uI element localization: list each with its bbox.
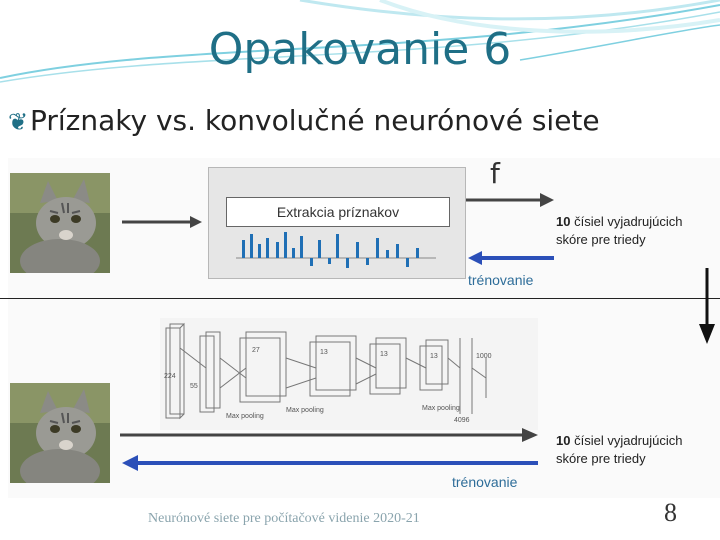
svg-text:4096: 4096	[454, 417, 470, 424]
feature-vector-bars	[236, 230, 436, 270]
output-text-bottom-2: skóre pre triedy	[556, 451, 646, 466]
svg-text:13: 13	[320, 349, 328, 356]
slide-bullet	[8, 104, 600, 137]
svg-text:1000: 1000	[476, 353, 492, 360]
bullet-icon: ❦	[8, 108, 29, 136]
cnn-max-pooling-label-2: Max pooling	[286, 407, 324, 414]
cat-image-top	[10, 173, 110, 273]
output-arrow-bottom	[120, 426, 540, 444]
output-count-top: 10	[556, 214, 571, 229]
svg-text:55: 55	[190, 383, 198, 390]
section-divider	[0, 298, 720, 299]
training-arrow-bottom	[120, 454, 540, 472]
function-f-label: f	[490, 157, 500, 190]
training-label-bottom: trénovanie	[452, 474, 518, 490]
cat-image-bottom	[10, 383, 110, 483]
output-text-top-1: čísiel vyjadrujúcich	[574, 214, 683, 229]
feature-extraction-label: Extrakcia príznakov	[226, 197, 450, 227]
page-number: 8	[664, 498, 677, 527]
svg-text:13: 13	[430, 353, 438, 360]
footer-text: Neurónové siete pre počítačové videnie 2020-21	[148, 511, 420, 526]
input-arrow-top	[120, 214, 204, 230]
output-text-bottom-1: čísiel vyjadrujúcich	[574, 433, 683, 448]
svg-text:224: 224	[164, 373, 176, 380]
svg-text:27: 27	[252, 347, 260, 354]
cnn-architecture-diagram	[160, 318, 538, 430]
cnn-max-pooling-label-1: Max pooling	[226, 413, 264, 420]
output-text-top-2: skóre pre triedy	[556, 232, 646, 247]
cnn-max-pooling-label-3: Max pooling	[422, 405, 460, 412]
svg-text:13: 13	[380, 351, 388, 358]
training-label-top: trénovanie	[468, 272, 534, 288]
training-arrow-top	[466, 250, 556, 266]
slide-title: Opakovanie 6	[208, 24, 512, 75]
output-description-top	[556, 213, 682, 249]
output-count-bottom: 10	[556, 433, 571, 448]
bullet-text: Príznaky vs. konvolučné neurónové siete	[30, 104, 600, 137]
down-arrow	[696, 268, 718, 346]
output-description-bottom	[556, 432, 682, 468]
output-arrow-top	[466, 190, 556, 210]
